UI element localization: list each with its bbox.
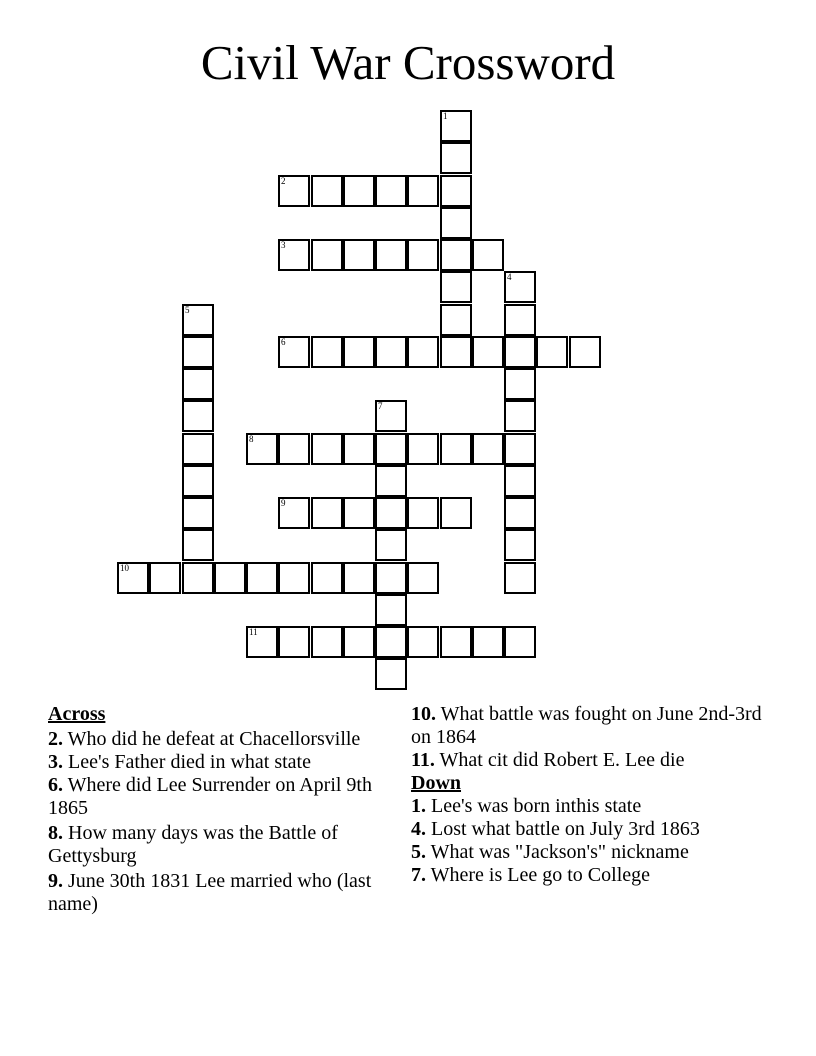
grid-cell[interactable]: [182, 465, 214, 497]
grid-cell[interactable]: [311, 562, 343, 594]
grid-cell[interactable]: [440, 142, 472, 174]
grid-cell[interactable]: [375, 529, 407, 561]
grid-cell[interactable]: [311, 175, 343, 207]
grid-cell[interactable]: [375, 562, 407, 594]
grid-cell[interactable]: [311, 626, 343, 658]
clue-number: 5: [185, 305, 190, 315]
grid-cell[interactable]: [440, 239, 472, 271]
grid-cell[interactable]: [472, 336, 504, 368]
page-title: Civil War Crossword: [200, 35, 616, 90]
grid-cell[interactable]: [149, 562, 181, 594]
clue-down-1: 1. Lee's was born inthis state: [411, 795, 642, 817]
clue-number: 1: [443, 111, 448, 121]
grid-cell[interactable]: [182, 304, 214, 336]
clue-across-8: 8. How many days was the Battle of Gettysburg: [48, 822, 338, 867]
clues-left-column: [48, 703, 378, 916]
clues-right-column: [411, 703, 781, 887]
grid-cell[interactable]: [311, 433, 343, 465]
grid-cell[interactable]: [278, 626, 310, 658]
grid-cell[interactable]: [182, 336, 214, 368]
clue-number: 2: [281, 176, 286, 186]
down-heading: Down: [411, 772, 462, 794]
grid-cell[interactable]: [504, 271, 536, 303]
clue-across-11: 11. What cit did Robert E. Lee die: [411, 749, 685, 771]
grid-cell[interactable]: [278, 562, 310, 594]
grid-cell[interactable]: [504, 304, 536, 336]
grid-cell[interactable]: [504, 400, 536, 432]
grid-cell[interactable]: [343, 336, 375, 368]
grid-cell[interactable]: [375, 626, 407, 658]
clue-across-9: 9. June 30th 1831 Lee married who (last name): [48, 870, 372, 915]
grid-cell[interactable]: [569, 336, 601, 368]
grid-cell[interactable]: [407, 336, 439, 368]
grid-cell[interactable]: [375, 497, 407, 529]
grid-cell[interactable]: [504, 465, 536, 497]
clue-number: 6: [281, 337, 286, 347]
grid-cell[interactable]: [343, 562, 375, 594]
grid-cell[interactable]: [536, 336, 568, 368]
grid-cell[interactable]: [504, 336, 536, 368]
clue-number: 8: [249, 434, 254, 444]
grid-cell[interactable]: [278, 336, 310, 368]
grid-cell[interactable]: [182, 433, 214, 465]
clue-across-10: 10. What battle was fought on June 2nd-3rd on 1864: [411, 703, 762, 748]
grid-cell[interactable]: [440, 175, 472, 207]
grid-cell[interactable]: [504, 626, 536, 658]
grid-cell[interactable]: [472, 433, 504, 465]
clue-down-5: 5. What was "Jackson's" nickname: [411, 841, 689, 863]
across-heading: Across: [48, 703, 106, 725]
grid-cell[interactable]: [440, 110, 472, 142]
grid-cell[interactable]: [440, 304, 472, 336]
grid-cell[interactable]: [311, 497, 343, 529]
clue-down-4: 4. Lost what battle on July 3rd 1863: [411, 818, 700, 840]
clue-number: 10: [120, 563, 129, 573]
grid-cell[interactable]: [407, 626, 439, 658]
grid-cell[interactable]: [182, 529, 214, 561]
grid-cell[interactable]: [440, 271, 472, 303]
grid-cell[interactable]: [246, 626, 278, 658]
grid-cell[interactable]: [278, 239, 310, 271]
grid-cell[interactable]: [375, 465, 407, 497]
grid-cell[interactable]: [278, 175, 310, 207]
grid-cell[interactable]: [407, 433, 439, 465]
grid-cell[interactable]: [343, 433, 375, 465]
grid-cell[interactable]: [440, 626, 472, 658]
grid-cell[interactable]: [504, 562, 536, 594]
grid-cell[interactable]: [440, 497, 472, 529]
clue-number: 7: [378, 401, 383, 411]
clue-number: 11: [249, 627, 258, 637]
grid-cell[interactable]: [343, 239, 375, 271]
grid-cell[interactable]: [472, 239, 504, 271]
clue-across-3: 3. Lee's Father died in what state: [48, 751, 311, 773]
grid-cell[interactable]: [182, 400, 214, 432]
clue-down-7: 7. Where is Lee go to College: [411, 864, 651, 886]
grid-cell[interactable]: [504, 497, 536, 529]
grid-cell[interactable]: [375, 433, 407, 465]
grid-cell[interactable]: [246, 562, 278, 594]
clue-number: 9: [281, 498, 286, 508]
grid-cell[interactable]: [504, 529, 536, 561]
grid-cell[interactable]: [504, 368, 536, 400]
grid-cell[interactable]: [214, 562, 246, 594]
grid-cell[interactable]: [407, 239, 439, 271]
grid-cell[interactable]: [407, 497, 439, 529]
grid-cell[interactable]: [375, 336, 407, 368]
grid-cell[interactable]: [375, 239, 407, 271]
grid-cell[interactable]: [504, 433, 536, 465]
grid-cell[interactable]: [182, 497, 214, 529]
grid-cell[interactable]: [407, 562, 439, 594]
grid-cell[interactable]: [375, 594, 407, 626]
grid-cell[interactable]: [407, 175, 439, 207]
clue-number: 4: [507, 272, 512, 282]
grid-cell[interactable]: [182, 368, 214, 400]
grid-cell[interactable]: [246, 433, 278, 465]
grid-cell[interactable]: [375, 400, 407, 432]
clue-number: 3: [281, 240, 286, 250]
grid-cell[interactable]: [343, 175, 375, 207]
grid-cell[interactable]: [472, 626, 504, 658]
grid-cell[interactable]: [278, 433, 310, 465]
grid-cell[interactable]: [440, 336, 472, 368]
grid-cell[interactable]: [343, 626, 375, 658]
grid-cell[interactable]: [375, 175, 407, 207]
grid-cell[interactable]: [375, 658, 407, 690]
grid-cell[interactable]: [311, 336, 343, 368]
grid-cell[interactable]: [440, 207, 472, 239]
clue-across-6: 6. Where did Lee Surrender on April 9th 1865: [48, 774, 372, 819]
grid-cell[interactable]: [117, 562, 149, 594]
grid-cell[interactable]: [311, 239, 343, 271]
grid-cell[interactable]: [182, 562, 214, 594]
grid-cell[interactable]: [278, 497, 310, 529]
grid-cell[interactable]: [343, 497, 375, 529]
grid-cell[interactable]: [440, 433, 472, 465]
clue-across-2: 2. Who did he defeat at Chacellorsville: [48, 728, 361, 750]
